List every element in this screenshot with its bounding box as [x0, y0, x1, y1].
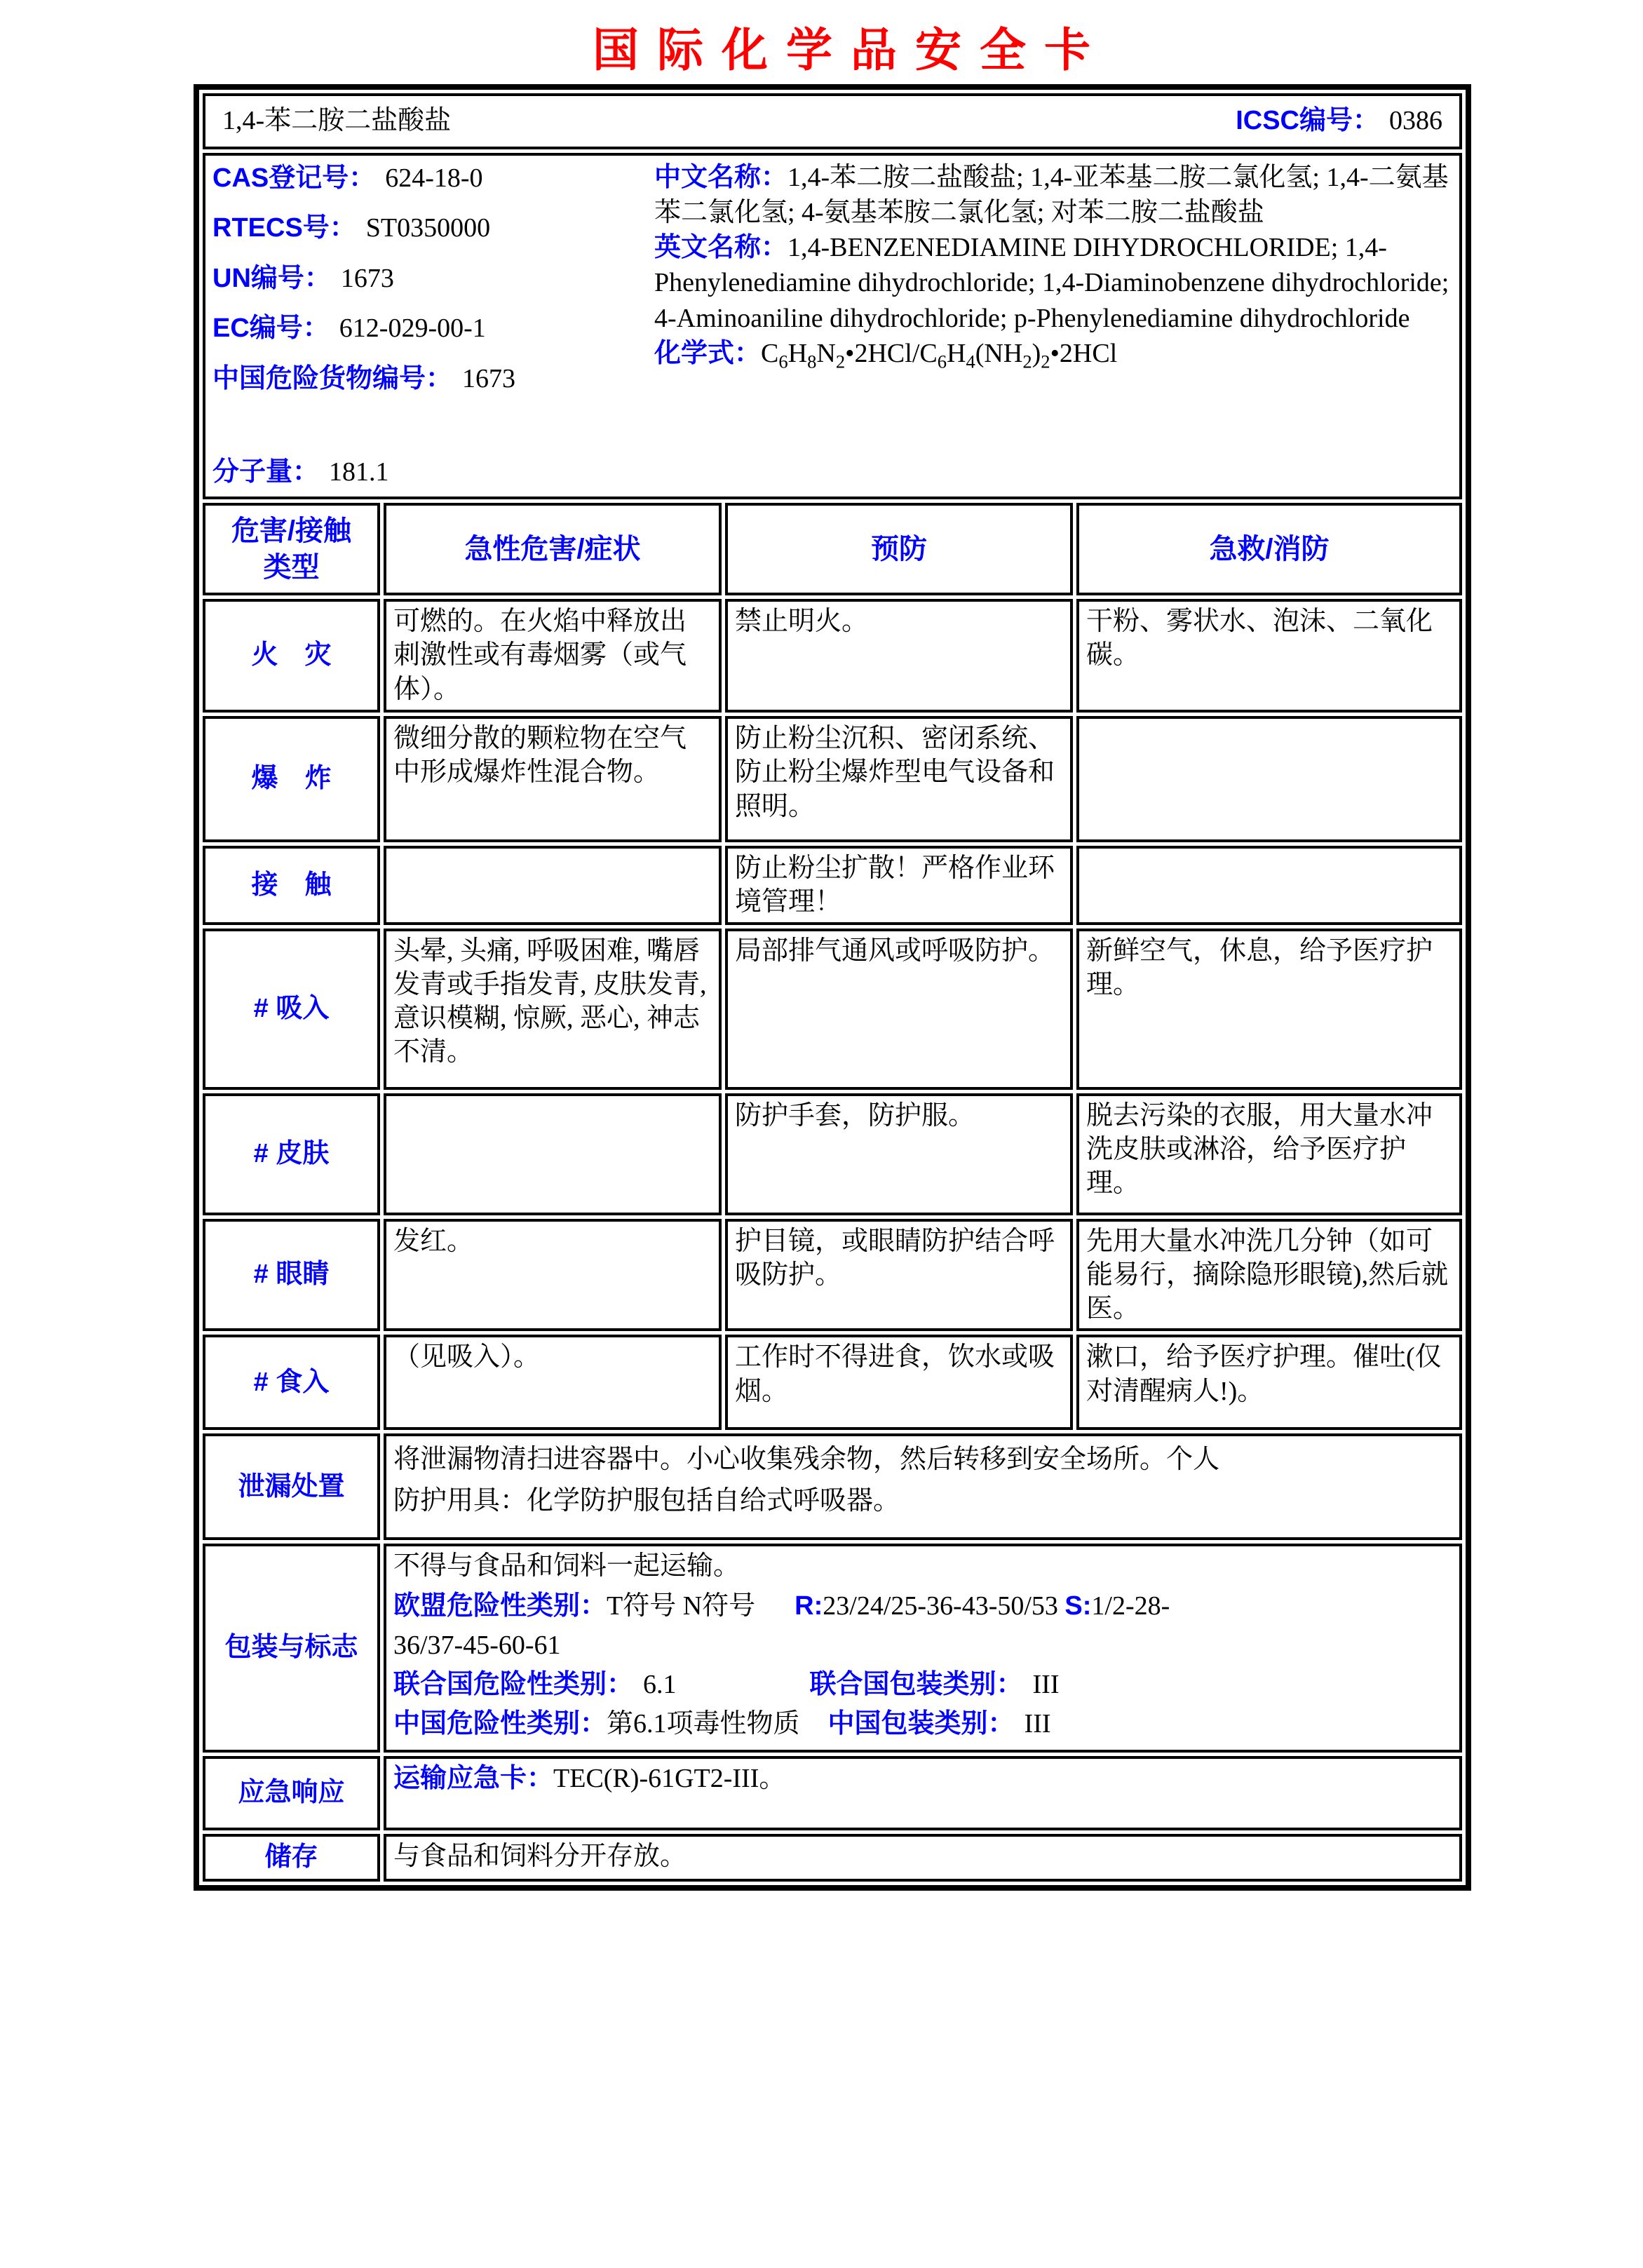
eyes-symptoms: 发红。	[384, 1219, 722, 1332]
fire-row	[203, 599, 1462, 713]
transport-card-value: TEC(R)-61GT2-III。	[553, 1763, 786, 1793]
ingestion-prevention: 工作时不得进食，饮水或吸烟。	[725, 1335, 1073, 1430]
fire-symptoms: 可燃的。在火焰中释放出刺激性或有毒烟雾（或气体）。	[384, 599, 722, 713]
spill-content	[384, 1433, 1462, 1540]
exposure-aid	[1076, 846, 1462, 925]
rtecs-value: ST0350000	[365, 213, 491, 243]
exposure-symptoms	[384, 846, 722, 925]
un-pack-group-value: III	[1032, 1670, 1060, 1699]
s-phrase-label: S:	[1064, 1591, 1092, 1621]
storage-label: 储存	[203, 1834, 380, 1882]
un-value: 1673	[340, 263, 394, 293]
inhalation-aid: 新鲜空气，休息，给予医疗护理。	[1076, 929, 1462, 1090]
skin-aid: 脱去污染的衣服，用大量水冲洗皮肤或淋浴，给予医疗护理。	[1076, 1093, 1462, 1215]
hazard-header-row	[203, 503, 1462, 595]
s-phrase-value: 1/2-28-	[1091, 1591, 1170, 1621]
substance-name: 1,4-苯二胺二盐酸盐	[222, 106, 452, 136]
cn-hazard-class-label: 中国危险性类别：	[393, 1709, 607, 1739]
exposure-prevention: 防止粉尘扩散！严格作业环境管理！	[725, 846, 1073, 925]
page-title: 国际化学品安全卡	[593, 25, 1109, 76]
emergency-label: 应急响应	[203, 1756, 380, 1830]
packing-un-line	[393, 1668, 1452, 1701]
rtecs-number-line	[212, 211, 654, 245]
chinese-names	[654, 160, 1452, 230]
identifiers-row	[203, 153, 1462, 499]
header-first-aid: 急救/消防	[1076, 503, 1462, 595]
un-pack-group-label: 联合国包装类别：	[809, 1670, 1023, 1699]
icsc-number-value: 0386	[1389, 106, 1442, 136]
icsc-card-table	[194, 84, 1471, 1891]
header-hazard-type-line1: 危害/接触	[231, 515, 352, 546]
un-label: UN编号：	[212, 263, 331, 293]
ec-number-line	[212, 311, 654, 346]
molecular-weight-line	[212, 455, 654, 490]
ingestion-aid: 漱口，给予医疗护理。催吐(仅对清醒病人!)。	[1076, 1335, 1462, 1430]
fire-label: 火 灾	[203, 599, 380, 713]
spill-label: 泄漏处置	[203, 1433, 380, 1540]
header-hazard-type-line2: 类型	[263, 552, 320, 583]
packing-content	[384, 1544, 1462, 1752]
cn-pack-group-value: III	[1024, 1709, 1051, 1739]
packing-transport-line: 不得与食品和饲料一起运输。	[393, 1551, 741, 1581]
names-column	[654, 158, 1452, 494]
inhalation-prevention: 局部排气通风或呼吸防护。	[725, 929, 1073, 1090]
english-names	[654, 230, 1452, 335]
eyes-aid: 先用大量水冲洗几分钟（如可能易行，摘除隐形眼镜),然后就医。	[1076, 1219, 1462, 1332]
molecular-weight-label: 分子量：	[212, 457, 320, 487]
skin-symptoms	[384, 1093, 722, 1215]
emergency-row	[203, 1756, 1462, 1830]
china-dg-number-line	[212, 362, 654, 396]
packing-cn-line	[393, 1707, 1452, 1741]
id-numbers-column	[212, 158, 654, 494]
storage-row	[203, 1834, 1462, 1882]
china-dg-label: 中国危险货物编号：	[212, 363, 453, 393]
cas-number-line	[212, 161, 654, 196]
explosion-symptoms: 微细分散的颗粒物在空气中形成爆炸性混合物。	[384, 716, 722, 842]
ingestion-label: # 食入	[203, 1335, 380, 1430]
chinese-names-label: 中文名称：	[654, 163, 788, 192]
exposure-label: 接 触	[203, 846, 380, 925]
ec-label: EC编号：	[212, 313, 330, 344]
inhalation-symptoms: 头晕, 头痛, 呼吸困难, 嘴唇发青或手指发青, 皮肤发青, 意识模糊, 惊厥, 恶心, 神志不清。	[384, 929, 722, 1090]
storage-content: 与食品和饲料分开存放。	[384, 1834, 1462, 1882]
identifiers-cell	[203, 153, 1462, 499]
molecular-weight-value: 181.1	[329, 457, 389, 487]
header-prevention: 预防	[725, 503, 1073, 595]
china-dg-value: 1673	[462, 363, 516, 393]
spill-text: 将泄漏物清扫进容器中。小心收集残余物，然后转移到安全场所。个人防护用具：化学防护服包括自给式呼吸器。	[393, 1445, 1220, 1516]
name-row	[203, 93, 1462, 149]
r-phrase-value: 23/24/25-36-43-50/53	[823, 1591, 1058, 1621]
icsc-number-label: ICSC编号：	[1236, 106, 1379, 136]
un-hazard-class-label: 联合国危险性类别：	[393, 1670, 634, 1699]
english-names-value: 1,4-BENZENEDIAMINE DIHYDROCHLORIDE; 1,4-Phenylenediamine dihydrochloride; 1,4-Diaminobenzene dihydrochloride; 4-Aminoaniline dihydrochloride; p-Phenylenediamine dihydrochloride	[654, 233, 1449, 333]
eu-symbols: T符号 N符号	[607, 1591, 756, 1621]
inhalation-row	[203, 929, 1462, 1090]
eyes-row	[203, 1219, 1462, 1332]
transport-card-label: 运输应急卡：	[393, 1763, 554, 1793]
icsc-number	[1236, 104, 1442, 138]
ec-value: 612-029-00-1	[339, 313, 486, 344]
header-hazard-type	[203, 503, 380, 595]
chinese-names-value: 1,4-苯二胺二盐酸盐; 1,4-亚苯基二胺二氯化氢; 1,4-二氨基苯二氯化氢; 4-氨基苯胺二氯化氢; 对苯二胺二盐酸盐	[654, 163, 1449, 228]
cn-hazard-class-value: 第6.1项毒性物质	[607, 1709, 800, 1739]
explosion-prevention: 防止粉尘沉积、密闭系统、防止粉尘爆炸型电气设备和照明。	[725, 716, 1073, 842]
skin-label: # 皮肤	[203, 1093, 380, 1215]
skin-prevention: 防护手套，防护服。	[725, 1093, 1073, 1215]
header-acute-symptoms: 急性危害/症状	[384, 503, 722, 595]
un-hazard-class-value: 6.1	[643, 1670, 677, 1699]
chemical-formula-label: 化学式：	[654, 338, 762, 368]
cas-value: 624-18-0	[385, 163, 483, 193]
cn-pack-group-label: 中国包装类别：	[827, 1709, 1015, 1739]
packing-row	[203, 1544, 1462, 1752]
explosion-label: 爆 炸	[203, 716, 380, 842]
ingestion-row	[203, 1335, 1462, 1430]
rtecs-label: RTECS号：	[212, 213, 356, 243]
packing-label: 包装与标志	[203, 1544, 380, 1752]
spill-row	[203, 1433, 1462, 1540]
packing-s-wrap-line: 36/37-45-60-61	[393, 1630, 561, 1660]
un-number-line	[212, 262, 654, 296]
r-phrase-label: R:	[795, 1591, 823, 1621]
eyes-prevention: 护目镜，或眼睛防护结合呼吸防护。	[725, 1219, 1073, 1332]
english-names-label: 英文名称：	[654, 233, 788, 263]
explosion-aid	[1076, 716, 1462, 842]
skin-row	[203, 1093, 1462, 1215]
emergency-content	[384, 1756, 1462, 1830]
exposure-row	[203, 846, 1462, 925]
ingestion-symptoms: （见吸入）。	[384, 1335, 722, 1430]
cas-label: CAS登记号：	[212, 163, 376, 193]
fire-aid: 干粉、雾状水、泡沫、二氧化碳。	[1076, 599, 1462, 713]
chemical-formula	[654, 336, 1452, 374]
packing-eu-line	[393, 1589, 1452, 1623]
name-cell	[203, 93, 1462, 149]
inhalation-label: # 吸入	[203, 929, 380, 1090]
chemical-formula-value: $C_6H_8N_2•2HCl/C_6H_4(NH_2)_2•2HCl$	[761, 338, 1118, 372]
eyes-label: # 眼睛	[203, 1219, 380, 1332]
explosion-row	[203, 716, 1462, 842]
eu-class-label: 欧盟危险性类别：	[393, 1591, 607, 1621]
fire-prevention: 禁止明火。	[725, 599, 1073, 713]
